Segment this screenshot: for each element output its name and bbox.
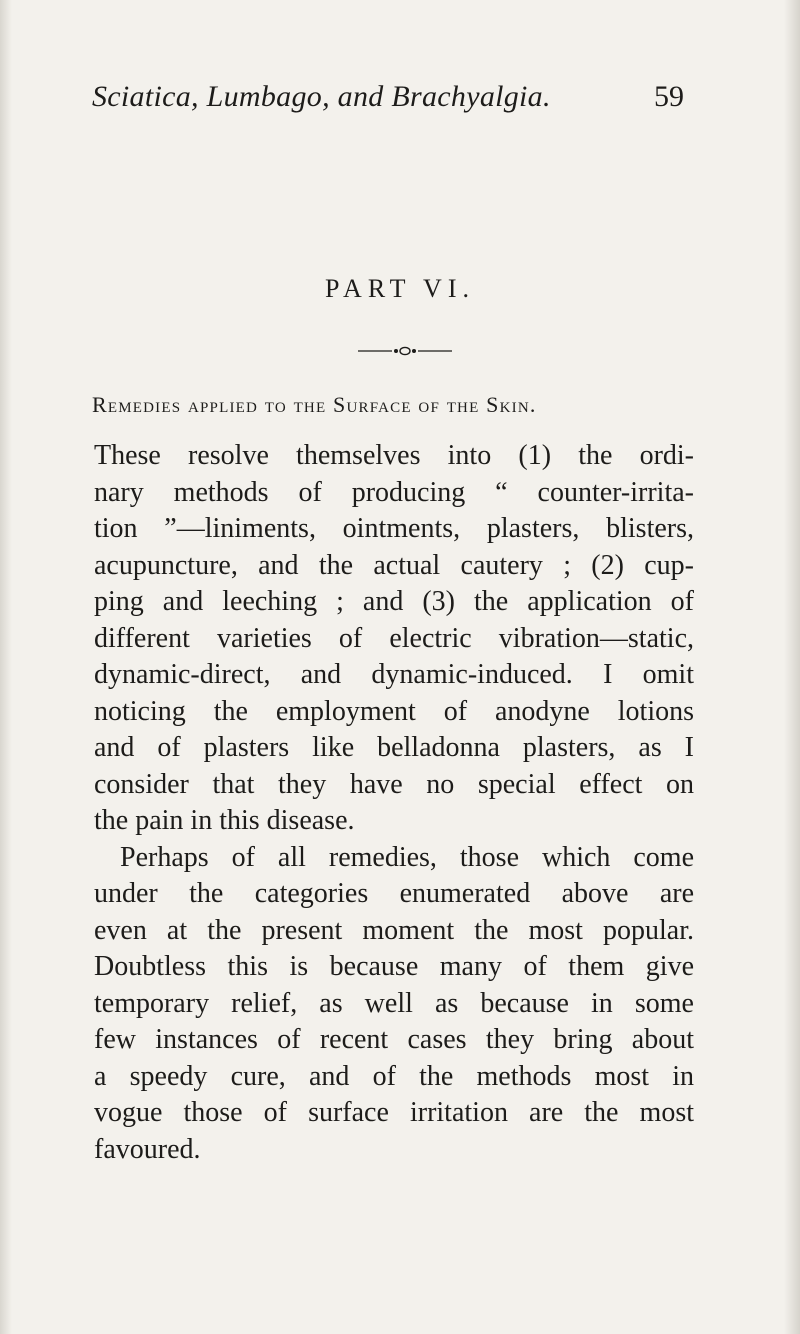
page-right-edge: [784, 0, 800, 1334]
ornament-divider-icon: [358, 344, 452, 358]
running-title: Sciatica, Lumbago, and Brachyalgia.: [92, 80, 551, 113]
page-left-edge: [0, 0, 12, 1334]
text-line: Doubtless this is because many of them give: [94, 951, 694, 982]
text-line: Perhaps of all remedies, those which come: [120, 841, 694, 873]
text-line: under the categories enumerated above are: [94, 878, 694, 909]
text-line: different varieties of electric vibration—static,: [94, 622, 694, 654]
text-line: even at the present moment the most popular.: [94, 914, 694, 946]
text-line: vogue those of surface irritation are the most: [94, 1097, 694, 1128]
text-line: tion ”—liniments, ointments, plasters, blisters,: [94, 513, 694, 544]
text-line: favoured.: [94, 1133, 201, 1165]
text-line: few instances of recent cases they bring about: [94, 1024, 694, 1055]
body-text: [94, 438, 694, 1168]
text-line: and of plasters like belladonna plasters, as I: [94, 732, 694, 763]
part-heading: PART VI.: [324, 274, 475, 303]
text-line: acupuncture, and the actual cautery ; (2) cup-: [94, 549, 694, 581]
text-line: dynamic-direct, and dynamic-induced. I omit: [94, 659, 694, 690]
text-line: consider that they have no special effect on: [94, 768, 694, 800]
text-line: nary methods of producing “ counter-irrita-: [94, 476, 694, 508]
text-line: temporary relief, as well as because in some: [94, 987, 694, 1019]
text-line: noticing the employment of anodyne lotions: [94, 695, 694, 727]
section-heading: Remedies applied to the Surface of the Skin.: [92, 392, 537, 417]
running-head: [92, 80, 684, 124]
text-line: These resolve themselves into (1) the ordi-: [94, 440, 694, 471]
text-line: a speedy cure, and of the methods most in: [94, 1060, 694, 1092]
text-line: the pain in this disease.: [94, 805, 355, 836]
text-line: ping and leeching ; and (3) the application of: [94, 586, 694, 617]
page-number: 59: [654, 80, 684, 113]
